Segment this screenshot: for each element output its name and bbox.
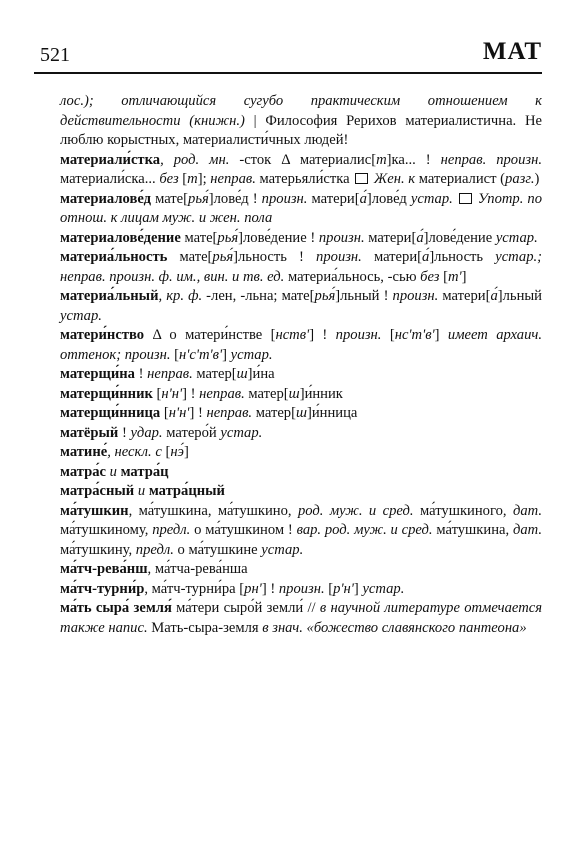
entry-text: -лен, -льна; мате[	[202, 288, 315, 304]
entry-text: матер[	[192, 366, 237, 382]
entry-text: -сток	[229, 151, 282, 168]
italic-label: предл.	[135, 541, 174, 558]
italic-label: тʹ	[448, 268, 462, 285]
italic-label: рья́	[217, 229, 239, 246]
italic-label: , нескл. с	[107, 444, 162, 460]
headword: матра́с	[60, 463, 106, 480]
italic-label: неправ. произн.	[440, 151, 542, 168]
entry-text: ]ка... !	[386, 151, 441, 168]
headword: материали́стка	[60, 151, 161, 168]
headword: ма́ть сыра́ земля́	[60, 600, 172, 616]
italic-label: рнʹ	[244, 580, 262, 597]
entry-text: ] !	[189, 405, 207, 421]
entry-text: | Философия Рерихов материалистична. Не люблю корыстных, материалисти́чных людей!	[60, 112, 542, 148]
italic-label: Жен. к	[370, 171, 416, 187]
italic-label: произн.	[318, 229, 365, 246]
italic-label: а́	[416, 229, 424, 246]
entry-text: матерьяли́стка	[255, 171, 354, 187]
italic-label: рья́	[212, 249, 234, 265]
entry-text: [	[152, 385, 162, 402]
italic-label: , род. мн.	[160, 151, 230, 168]
entry-text: ]лове́дение !	[238, 229, 319, 246]
entry-text: , ма́тч-турни́ра [	[144, 580, 245, 597]
italic-label: имеет архаич. оттенок; произн.	[60, 327, 543, 363]
entry-text: Δ	[281, 151, 290, 168]
entry-text: ма́тушкиного,	[413, 502, 513, 519]
italic-label: произн.	[261, 190, 308, 207]
italic-label: в научной литературе отмечается также напис.	[60, 600, 542, 636]
italic-label: неправ.	[206, 405, 253, 421]
entry-text: материалис[	[289, 151, 377, 168]
italic-label: род. муж. и сред.	[297, 502, 414, 519]
dictionary-entry-materialoved	[60, 190, 542, 229]
italic-label: а́	[422, 249, 430, 265]
dictionary-entry-materialny	[60, 287, 542, 326]
entry-text: матер[	[252, 405, 296, 421]
entry-text: матери[	[361, 249, 423, 265]
headword: матерщи́нник	[60, 385, 153, 402]
entry-text: [	[324, 580, 334, 597]
entry-text: матеро́й	[162, 424, 221, 441]
entry-text: ]и́на	[247, 366, 275, 382]
entry-text: материалист (	[415, 171, 506, 187]
dictionary-entry-matine	[60, 443, 542, 463]
entry-text: ]лове́д	[366, 190, 411, 207]
italic-label: нствʹ	[275, 327, 310, 343]
dictionary-entry-mateshchinnitsa	[60, 404, 542, 424]
entry-text: ]льность !	[233, 249, 317, 265]
entry-text: материа́льнось, -сью	[284, 268, 421, 285]
dictionary-entries	[60, 92, 542, 638]
italic-label: устар.	[220, 424, 263, 441]
dictionary-entry-mateshchina	[60, 365, 542, 385]
dictionary-entry-materinstvo	[60, 326, 542, 365]
entry-text: , ма́тча-рева́нша	[147, 561, 248, 577]
headword: ма́тч-турни́р	[60, 580, 145, 597]
italic-label: устар.	[60, 307, 102, 324]
italic-label: разг.	[505, 171, 535, 187]
entry-text: ]	[184, 444, 189, 460]
italic-label: ш	[236, 366, 248, 382]
italic-label: нʹнʹ	[168, 405, 190, 421]
running-head: МАТ	[482, 38, 542, 65]
dictionary-entry-materialistka	[60, 151, 542, 190]
dictionary-entry-materyi	[60, 424, 542, 444]
italic-label: устар.	[230, 346, 273, 363]
italic-label: устар.; неправ. произн. ф. им., вин. и тв. ед.	[60, 249, 542, 285]
dictionary-entry-matrasny	[60, 482, 542, 502]
entry-text: матер[	[244, 385, 289, 402]
italic-label: без	[420, 268, 440, 285]
headword: ма́тч-рева́нш	[60, 561, 148, 577]
italic-label: т	[187, 171, 198, 187]
headword: материа́льный	[60, 288, 159, 304]
entry-text: [	[178, 171, 188, 187]
entry-text: [	[439, 268, 448, 285]
headword: материа́льность	[60, 249, 168, 265]
entry-text: мате[	[167, 249, 213, 265]
italic-label: и	[106, 463, 121, 480]
italic-label: удар.	[130, 424, 163, 441]
entry-text: ]льный	[497, 288, 542, 304]
dictionary-entry-matras	[60, 463, 542, 483]
headword: материалове́д	[60, 190, 152, 207]
italic-label: нʹнʹ	[161, 385, 183, 402]
entry-text: , ма́тушкина, ма́тушкино,	[128, 502, 298, 519]
dictionary-entry-match-revansh	[60, 560, 542, 580]
entry-text: ]льность	[429, 249, 496, 265]
entry-text: ]лове́дение	[423, 229, 496, 246]
headword: матери́нство	[60, 327, 145, 343]
entry-text: [	[381, 327, 395, 343]
italic-label: произн.	[392, 288, 439, 304]
entry-text: матери[	[364, 229, 417, 246]
italic-label: устар.	[362, 580, 405, 597]
dictionary-entry-mateshchinnik	[60, 385, 542, 405]
italic-label: произн.	[335, 327, 382, 343]
entry-text: ма́тери сыро́й земли́ //	[171, 600, 320, 616]
entry-text: ма́тушкиному,	[60, 522, 153, 538]
italic-label: Употр. по отнош. к лицам муж. и жен. пола	[60, 190, 542, 226]
entry-text: ]	[353, 580, 363, 597]
page-number: 521	[40, 44, 70, 66]
entry-text: ]льный !	[335, 288, 393, 304]
entry-text: ] !	[182, 385, 200, 402]
headword: матёрый	[60, 424, 119, 441]
entry-text: мате[	[180, 229, 218, 246]
italic-label: рʹнʹ	[333, 580, 354, 597]
italic-label: устар.	[261, 541, 304, 558]
dictionary-entry-match-turnir	[60, 580, 542, 600]
italic-label: ш	[288, 385, 300, 402]
entry-text: ]лове́д !	[208, 190, 262, 207]
entry-text: [	[161, 444, 171, 460]
headword: матерщи́на	[60, 366, 135, 382]
entry-text: ]	[434, 327, 448, 343]
entry-text	[453, 191, 457, 207]
entry-text: ] !	[261, 580, 279, 597]
italic-label: без	[159, 171, 179, 187]
entry-text: )	[534, 171, 540, 187]
headword: ма́тушкин	[60, 502, 129, 519]
headword: материалове́дение	[60, 229, 181, 246]
entry-text: ];	[197, 171, 211, 187]
dictionary-entry-materialovedenie	[60, 229, 542, 249]
entry-text: ] !	[309, 327, 336, 343]
italic-label: нэ́	[170, 444, 184, 460]
italic-label: в знач. «божество славянского пантеона»	[262, 619, 527, 636]
italic-label: предл.	[152, 522, 191, 538]
italic-label: ш	[295, 405, 307, 421]
usage-note-box-icon	[355, 173, 368, 184]
dictionary-entry-materialnost	[60, 248, 542, 287]
italic-label: , кр. ф.	[158, 288, 203, 304]
dictionary-entry-cont	[60, 92, 542, 151]
entry-text: ]	[461, 268, 467, 285]
usage-note-box-icon	[459, 193, 472, 204]
italic-label: и	[134, 483, 149, 499]
dictionary-entry-mat-syra-zemlya	[60, 599, 542, 638]
entry-text: [	[170, 346, 180, 363]
italic-label: а́	[490, 288, 498, 304]
italic-label: а́	[359, 190, 367, 207]
entry-text: о ма́тушкине	[173, 541, 262, 558]
entry-text: !	[118, 424, 131, 441]
headword: матине́	[60, 444, 108, 460]
headword: матра́цный	[148, 483, 225, 499]
headword: матерщи́нница	[60, 405, 161, 421]
italic-label: рья́	[188, 190, 209, 207]
headword: матра́ц	[120, 463, 169, 480]
entry-text: материали́ска...	[60, 171, 160, 187]
italic-label: неправ.	[199, 385, 245, 402]
entry-text: Мать-сыра-земля	[147, 619, 263, 636]
entry-text: матери[	[307, 190, 360, 207]
dictionary-entry-matushki	[60, 502, 542, 561]
entry-text: ]и́нница	[307, 405, 358, 421]
italic-label: лос.); отличающийся сугубо практическим отношением к действительности (книжн.)	[60, 93, 542, 129]
italic-label: дат.	[512, 502, 543, 519]
entry-text: мате[	[151, 190, 189, 207]
italic-label: произн.	[316, 249, 362, 265]
entry-text: Δ о матери́нстве [	[144, 327, 276, 343]
italic-label: рья́	[314, 288, 336, 304]
italic-label: дат.	[512, 522, 542, 538]
entry-text: [	[160, 405, 169, 421]
page-header	[34, 36, 542, 74]
italic-label: устар.	[495, 229, 538, 246]
italic-label: вар. род. муж. и сред.	[296, 522, 433, 538]
italic-label: т	[376, 151, 387, 168]
header-rule	[34, 72, 542, 74]
entry-text: ма́тушкину,	[60, 541, 136, 558]
italic-label: неправ.	[210, 171, 256, 187]
italic-label: устар.	[410, 190, 453, 207]
italic-label: нсʹтʹвʹ	[394, 327, 435, 343]
entry-text: о ма́тушкином !	[190, 522, 297, 538]
entry-text: ]	[222, 346, 231, 363]
entry-text: матери[	[438, 288, 491, 304]
italic-label: неправ.	[147, 366, 193, 382]
entry-text: ма́тушкина,	[432, 522, 513, 538]
italic-label: произн.	[278, 580, 325, 597]
entry-text: ]и́нник	[299, 385, 343, 402]
entry-text: !	[134, 366, 148, 382]
headword: матра́сный	[60, 483, 135, 499]
italic-label: нʹсʹтʹвʹ	[179, 346, 223, 363]
